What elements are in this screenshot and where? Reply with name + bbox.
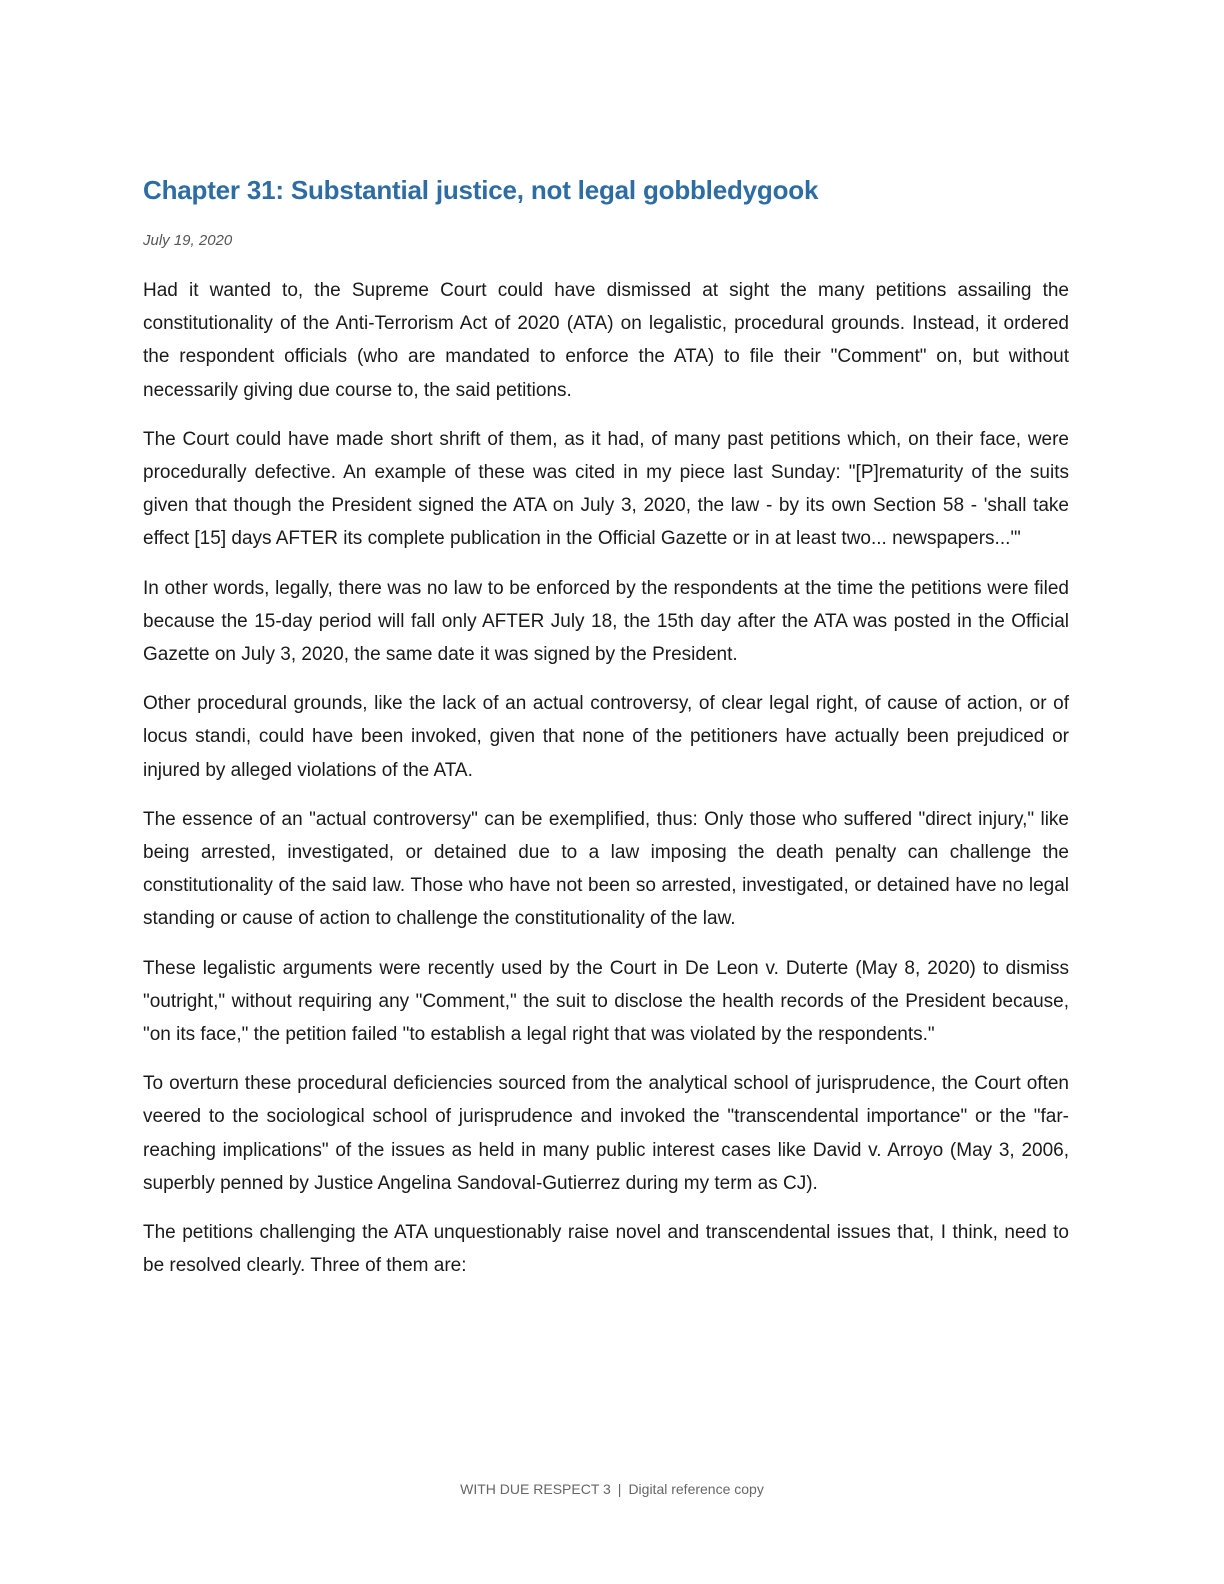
body-paragraph-4: Other procedural grounds, like the lack of an actual controversy, of clear legal right, of cause of action, or of locus standi, could have been invoked, given that none of the petitioners have actually been prejudiced or injured by alleged violations of the ATA.: [143, 693, 1069, 781]
footer-note: Digital reference copy: [628, 1481, 764, 1497]
body-paragraph-8: The petitions challenging the ATA unquestionably raise novel and transcendental issues that, I think, need to be resolved clearly. Three of them are:: [143, 1222, 1069, 1277]
document-page: [143, 170, 1069, 1298]
body-paragraph-2: The Court could have made short shrift of them, as it had, of many past petitions which, on their face, were procedurally defective. An example of these was cited in my piece last Sunday: "[P]rematurity of the suits given that though the President signed the ATA on July 3, 2020, the law - by its own Section 58 - 'shall take effect [15] days AFTER its complete publication in the Official Gazette or in at least two... newspapers...'": [143, 428, 1069, 550]
body-paragraph-5: The essence of an "actual controversy" can be exemplified, thus: Only those who suffered "direct injury," like being arrested, investigated, or detained due to a law imposing the death penalty can challenge the constitutionality of the said law. Those who have not been so arrested, investigated, or detained have no legal standing or cause of action to challenge the constitutionality of the law.: [143, 808, 1069, 930]
page-footer: [0, 1478, 1224, 1500]
body-paragraph-1: Had it wanted to, the Supreme Court could have dismissed at sight the many petitions assailing the constitutionality of the Anti-Terrorism Act of 2020 (ATA) on legalistic, procedural grounds. Instead, it ordered the respondent officials (who are mandated to enforce the ATA) to file their "Comment" on, but without necessarily giving due course to, the said petitions.: [143, 280, 1069, 401]
footer-book-title: WITH DUE RESPECT 3: [460, 1481, 611, 1497]
post-date: July 19, 2020: [143, 232, 233, 249]
body-paragraph-3: In other words, legally, there was no law to be enforced by the respondents at the time the petitions were filed because the 15-day period will fall only AFTER July 18, the 15th day after the ATA was posted in the Official Gazette on July 3, 2020, the same date it was signed by the President.: [143, 577, 1069, 666]
body-paragraph-7: To overturn these procedural deficiencies sourced from the analytical school of jurisprudence, the Court often veered to the sociological school of jurisprudence and invoked the "transcendental importance" or the "far-reaching implications" of the issues as held in many public interest cases like David v. Arroyo (May 3, 2006, superbly penned by Justice Angelina Sandoval-Gutierrez during my term as CJ).: [143, 1073, 1069, 1194]
chapter-title: Chapter 31: Substantial justice, not legal gobbledygook: [143, 175, 819, 205]
body-paragraph-6: These legalistic arguments were recently used by the Court in De Leon v. Duterte (May 8, 2020) to dismiss "outright," without requiring any "Comment," the suit to disclose the health records of the President because, "on its face," the petition failed "to establish a legal right that was violated by the respondents.": [143, 957, 1069, 1046]
footer-separator: |: [617, 1481, 622, 1497]
